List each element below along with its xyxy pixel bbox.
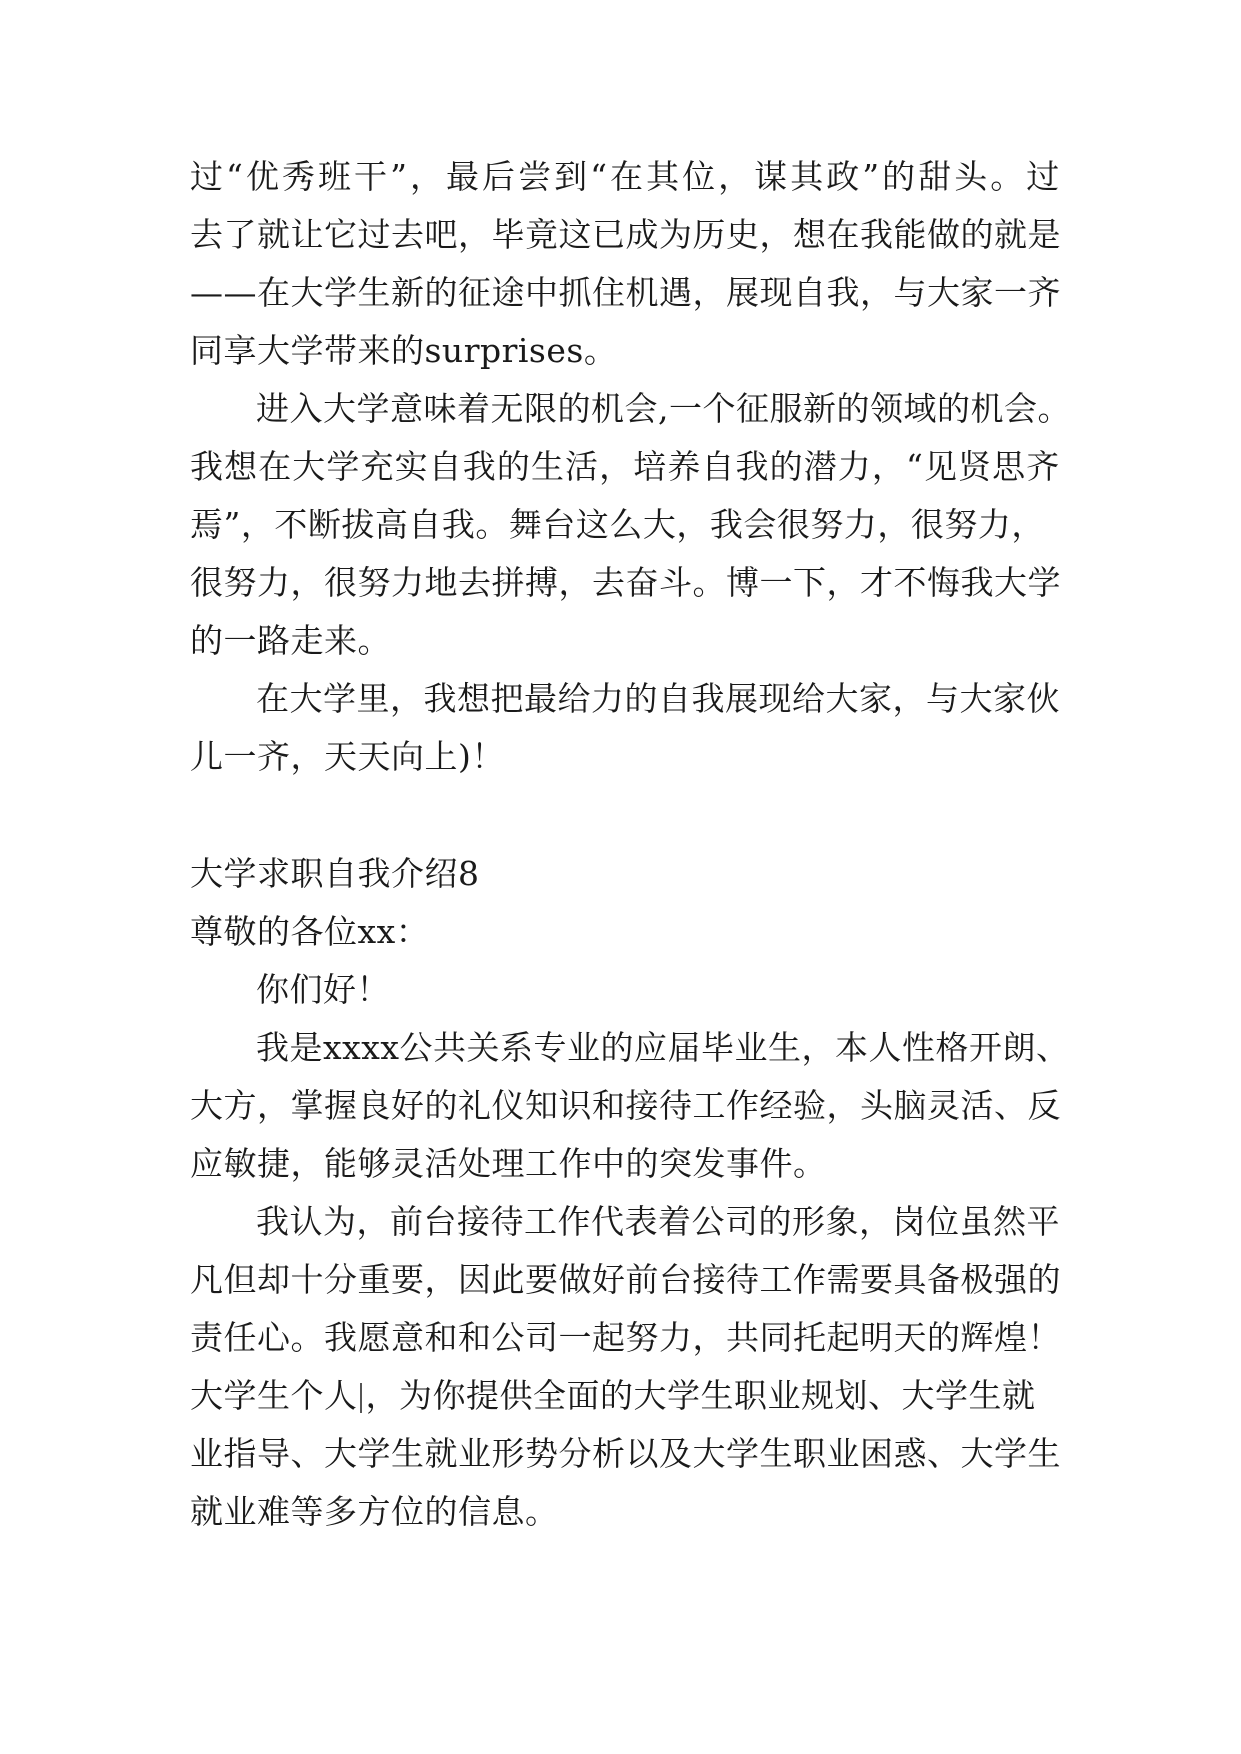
text-line: 大 方 ， 掌 握 良 好 的 礼 仪 知 识 和 接 待 工 作 经 验 ， 头 脑 灵 活 、 反 [190,1086,1061,1125]
text-line: 的一路走来。 [190,621,391,660]
text-segment: 大学生个人 [190,1376,358,1415]
text-line: 业 指 导 、 大 学 生 就 业 形 势 分 析 以 及 大 学 生 职 业 困 惑 、 大 学 生 [190,1434,1061,1473]
text-line: 去 了 就 让 它 过 去 吧 ， 毕 竟 这 已 成 为 历 史 ， 想 在 我 能 做 的 就 是 [190,215,1061,254]
greeting: 你们好！ [256,970,390,1009]
text-line: 应敏捷，能够灵活处理工作中的突发事件。 [190,1144,827,1183]
text-line: 就业难等多方位的信息。 [190,1492,559,1531]
salutation: 尊敬的各位xx： [190,912,430,951]
text-cursor-icon [360,1383,362,1413]
text-line: 同享大学带来的surprises。 [190,331,618,370]
text-segment: ，为你提供全面的大学生职业规划、大学生就 [365,1376,1036,1415]
text-line: — — 在 大 学 生 新 的 征 途 中 抓 住 机 遇 ， 展 现 自 我 ， 与 大 家 一 齐 [190,273,1061,312]
text-line-with-cursor [190,1374,1036,1418]
section-heading: 大学求职自我介绍8 [190,854,480,893]
text-line: 儿一齐，天天向上)！ [190,737,505,776]
paragraph-start: 我认为，前台接待工作代表着公司的形象，岗位虽然平 [256,1202,1060,1241]
paragraph-start: 我是xxxx公共关系专业的应届毕业生，本人性格开朗、 [256,1028,1070,1067]
text-line: 责 任 心 。 我 愿 意 和 和 公 司 一 起 努 力 ， 共 同 托 起 明 天 的 辉 煌 ！ [190,1318,1061,1357]
text-line: 焉”，不断拔高自我。舞台这么大，我会很努力，很努力， [190,505,1045,544]
text-line: 很 努 力 ， 很 努 力 地 去 拼 搏 ， 去 奋 斗 。 博 一 下 ， 才 不 悔 我 大 学 [190,563,1061,602]
text-line: 凡 但 却 十 分 重 要 ， 因 此 要 做 好 前 台 接 待 工 作 需 要 具 备 极 强 的 [190,1260,1061,1299]
text-line: 过 “ 优 秀 班 干 ” ， 最 后 尝 到 “ 在 其 位 ， 谋 其 政 ” 的 甜 头 。 过 [190,157,1060,196]
text-line: 我 想 在 大 学 充 实 自 我 的 生 活 ， 培 养 自 我 的 潜 力 ， “ 见 贤 思 齐 [190,447,1060,486]
paragraph-start: 在大学里，我想把最给力的自我展现给大家，与大家伙 [256,679,1060,718]
paragraph-start: 进入大学意味着无限的机会,一个征服新的领域的机会。 [256,389,1071,428]
